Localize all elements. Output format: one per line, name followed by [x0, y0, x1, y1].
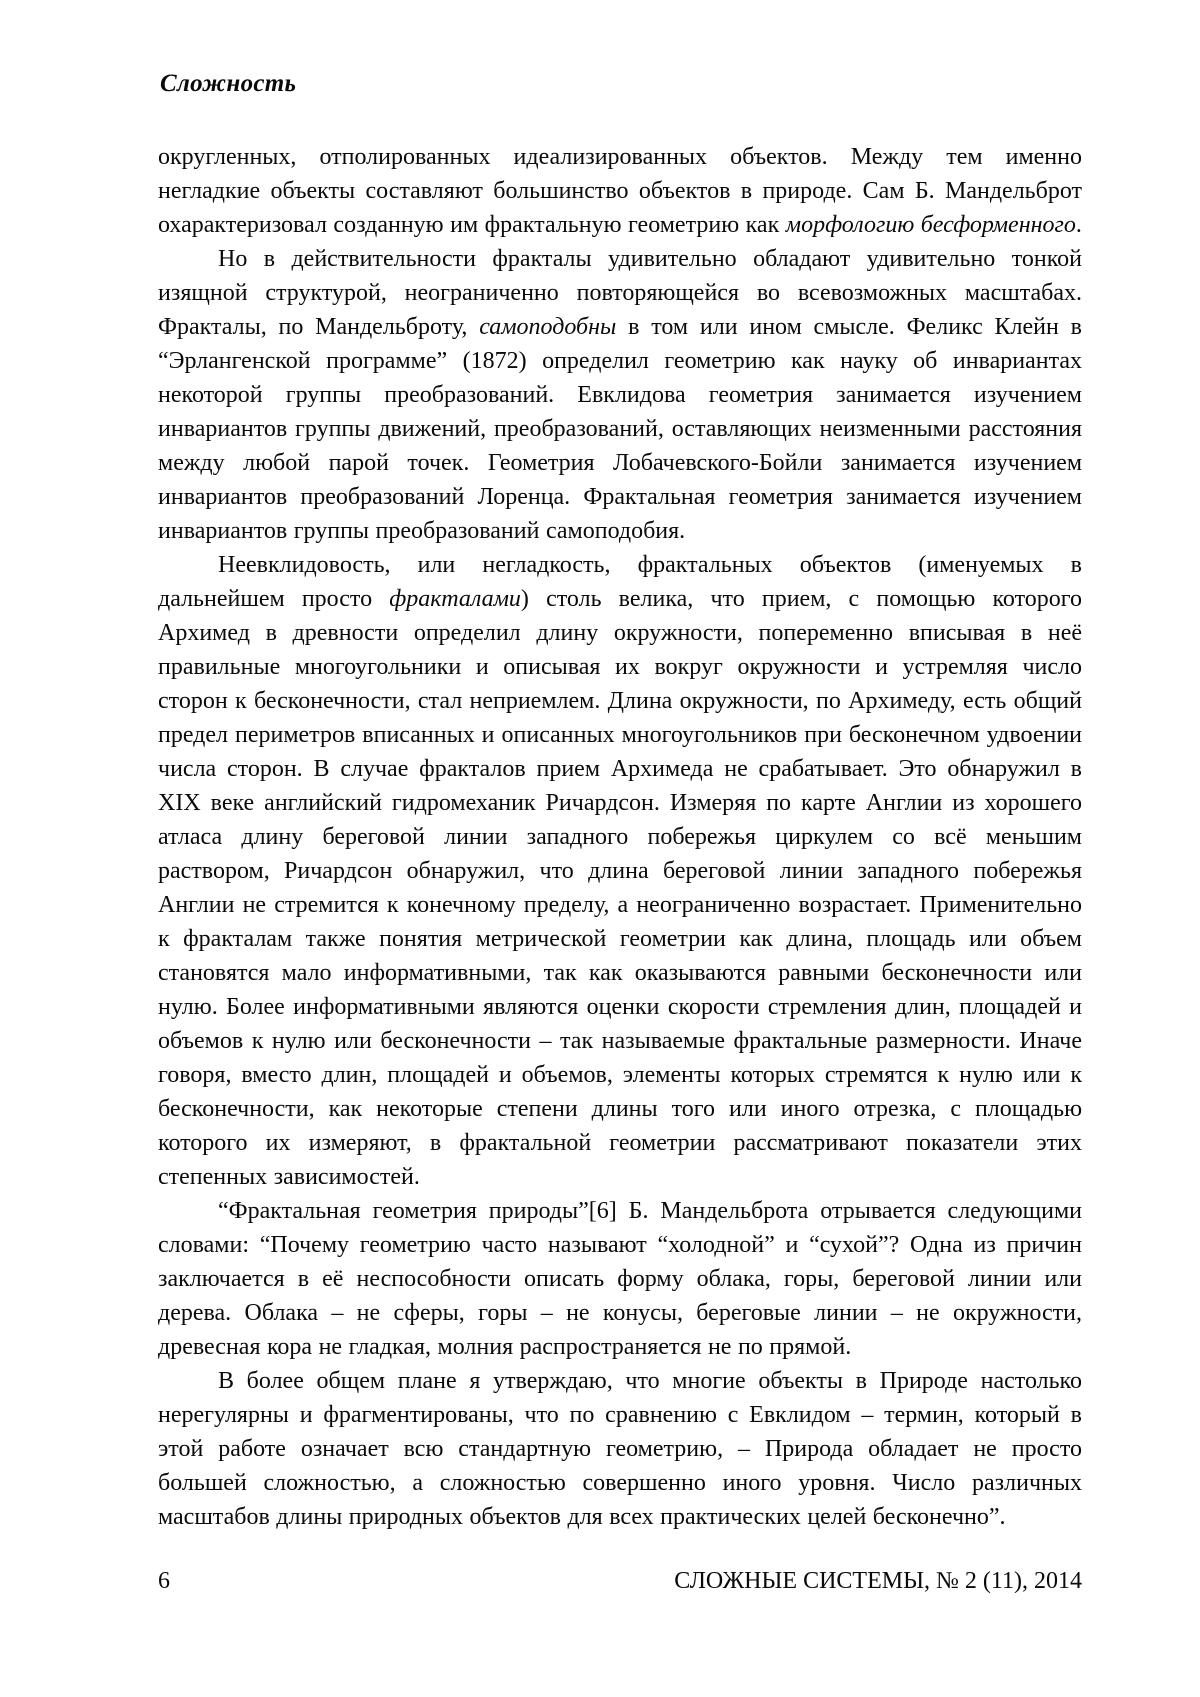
page-footer [158, 1568, 1082, 1595]
text-run: Неевклидовость, или негладкость, фрактальных объектов (именуемых в дальнейшем просто [158, 552, 1082, 612]
text-run: округленных, отполированных идеализированных объектов. Между тем именно негладкие объекты составляют большинство объектов в природе. Сам Б. Мандельброт охарактеризовал созданную им фрактальную геометрию как [158, 144, 1082, 238]
running-header-title: Сложность [160, 70, 297, 97]
document-body [158, 140, 1082, 1534]
paragraph-5 [158, 1364, 1082, 1534]
journal-reference: СЛОЖНЫЕ СИСТЕМЫ, № 2 (11), 2014 [674, 1568, 1082, 1594]
text-run: “Фрактальная геометрия природы”[6] Б. Мандельброта отрывается следующими словами: “Почему геометрию часто называют “холодной” и “сухой”? Одна из причин заключается в её неспособности описать форму облака, горы, береговой линии или дерева. Облака – не сферы, горы – не конусы, береговые линии – не окружности, древесная кора не гладкая, молния распространяется не по прямой. [158, 1198, 1082, 1360]
paragraph-3 [158, 548, 1082, 1194]
paragraph-1 [158, 140, 1082, 242]
italic-text-run: самоподобны [479, 314, 617, 340]
text-run: . [1075, 212, 1082, 238]
italic-text-run: фракталами [389, 586, 521, 612]
paragraph-4 [158, 1194, 1082, 1364]
paragraph-2 [158, 242, 1082, 548]
text-run: Но в действительности фракталы удивительно обладают удивительно тонкой изящной структурой, неограниченно повторяющейся во всевозможных масштабах. Фракталы, по Мандельброту, [158, 246, 1082, 340]
text-run: ) столь велика, что прием, с помощью которого Архимед в древности определил длину окружности, попеременно вписывая в неё правильные многоугольники и описывая их вокруг окружности и устремляя число сторон к бесконечности, стал неприемлем. Длина окружности, по Архимеду, есть общий предел периметров вписанных и описанных многоугольников при бесконечном удвоении числа сторон. В случае фракталов прием Архимеда не срабатывает. Это обнаружил в XIX веке английский гидромеханик Ричардсон. Измеряя по карте Англии из хорошего атласа длину береговой линии западного побережья циркулем со всё меньшим раствором, Ричардсон обнаружил, что длина береговой линии западного побережья Англии не стремится к конечному пределу, а неограниченно возрастает. Применительно к фракталам также понятия метрической геометрии как длина, площадь или объем становятся мало информативными, так как оказываются равными бесконечности или нулю. Более информативными являются оценки скорости стремления длин, площадей и объемов к нулю или бесконечности – так называемые фрактальные размерности. Иначе говоря, вместо длин, площадей и объемов, элементы которых стремятся к нулю или к бесконечности, как некоторые степени длины того или иного отрезка, с площадью которого их измеряют, в фрактальной геометрии рассматривают показатели этих степенных зависимостей. [158, 586, 1083, 1190]
page-number: 6 [158, 1568, 170, 1594]
text-run: В более общем плане я утверждаю, что многие объекты в Природе настолько нерегулярны и фрагментированы, что по сравнению с Евклидом – термин, который в этой работе означает всю стандартную геометрию, – Природа обладает не просто большей сложностью, а сложностью совершенно иного уровня. Число различных масштабов длины природных объектов для всех практических целей бесконечно”. [158, 1368, 1082, 1530]
italic-text-run: морфологию бесформенного [785, 212, 1076, 238]
text-run: в том или ином смысле. Феликс Клейн в “Эрлангенской программе” (1872) определил геометрию как науку об инвариантах некоторой группы преобразований. Евклидова геометрия занимается изучением инвариантов группы движений, преобразований, оставляющих неизменными расстояния между любой парой точек. Геометрия Лобачевского-Бойли занимается изучением инвариантов преобразований Лоренца. Фрактальная геометрия занимается изучением инвариантов группы преобразований самоподобия. [158, 314, 1082, 544]
